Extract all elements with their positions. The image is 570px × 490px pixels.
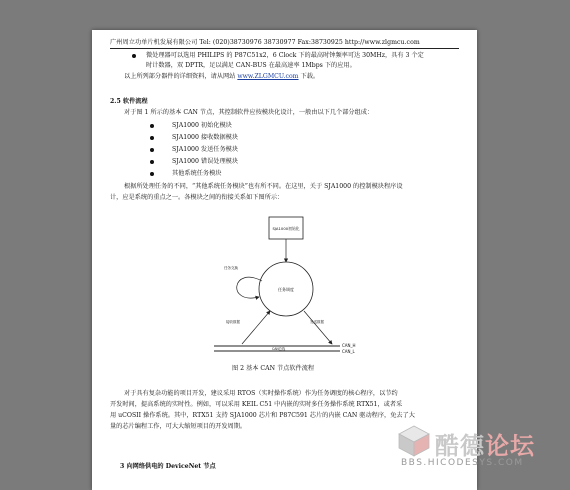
bullet-dot: [150, 124, 154, 128]
intro-line-3-suffix: 下载。: [300, 73, 320, 80]
module-item: SJA1000 错误处理模块: [172, 158, 239, 165]
section-paragraph-line-1: 根据所处理任务的不同，“其他系统任务模块”也有所不同。在这里，关于 SJA1000 的控制模块程序设: [124, 183, 403, 190]
document-page: [92, 30, 477, 490]
next-section-heading: 3 向网络供电的 DeviceNet 节点: [120, 463, 216, 470]
init-module-label: SJA1000初始化: [272, 226, 300, 231]
send-arrow: [304, 311, 332, 344]
body-line-3: 用 uCOSII 操作系统。其中，RTX51 支持 SJA1000 芯片和 P87C591 芯片的内嵌 CAN 驱动程序，免去了大: [110, 412, 415, 419]
body-line-1: 对于具有复杂功能的项目开发，建议采用 RTOS（实时操作系统）作为任务调度的核心程序，以节约: [124, 390, 398, 397]
bullet-dot: [150, 172, 154, 176]
intro-line-1: 微处理器可以选用 PHILIPS 的 P87C51x2，6 Clock 下的最高时钟频率可达 30MHz，具有 3 个定: [146, 52, 424, 59]
page-header: 广州周立功单片机发展有限公司 Tel: (020)38730976 38730977 Fax:38730925 http://www.zlgmcu.com: [110, 37, 459, 49]
intro-line-2: 时计数器，双 DPTR，足以满足 CAN-BUS 在最高速率 1Mbps 下的应用。: [146, 62, 356, 69]
section-intro: 对于图 1 所示的基本 CAN 节点，其控制软件应按模块化设计，一般由以下几个部分组成：: [124, 109, 374, 116]
intro-line-3: [124, 73, 319, 81]
body-line-4: 量的芯片编程工作，可大大缩短项目的开发周期。: [110, 423, 247, 430]
watermark-url: BBS.HICODESYS.COM: [401, 458, 524, 468]
receive-label: 接收数据: [226, 320, 240, 324]
intro-line-3-prefix: 以上所列部分器件的详细资料，请从网站: [124, 73, 236, 80]
module-item: SJA1000 接收数据模块: [172, 134, 239, 141]
figure-caption: 图 2 基本 CAN 节点软件流程: [232, 365, 315, 372]
send-label: 发送数据: [310, 320, 324, 324]
task-exchange-loop: [237, 277, 262, 298]
bullet-dot: [150, 148, 154, 152]
module-item: 其他系统任务模块: [172, 170, 222, 177]
can-l-label: CAN_L: [342, 349, 355, 354]
forum-watermark: [395, 422, 570, 480]
watermark-title-b: 论坛: [485, 432, 535, 460]
bullet-dot: [150, 160, 154, 164]
can-bus-label: CAN总线: [272, 346, 286, 351]
watermark-title-a: 酷德: [435, 432, 485, 460]
watermark-title: [435, 426, 535, 461]
module-item: SJA1000 初始化模块: [172, 122, 232, 129]
body-line-2: 开发时间，提高系统的实时性。例如，可以采用 KEIL C51 中内嵌的实时多任务操作系统 RTX51，或者采: [110, 401, 403, 408]
section-paragraph-line-2: 计，应是系统的重点之一。各模块之间的衔接关系如下图所示：: [110, 194, 284, 201]
cube-logo-icon: [397, 424, 431, 458]
section-heading: 2.5 软件流程: [110, 98, 148, 105]
bullet-dot: [150, 136, 154, 140]
software-flow-diagram: [212, 215, 362, 365]
bullet-dot: [132, 54, 136, 58]
task-exchange-label: 任务交换: [224, 266, 238, 270]
module-item: SJA1000 发送任务模块: [172, 146, 239, 153]
can-h-label: CAN_H: [342, 343, 356, 348]
task-scheduler-label: 任务调度: [278, 287, 294, 292]
website-link[interactable]: www.ZLGMCU.com: [237, 73, 299, 80]
receive-arrow: [242, 311, 270, 344]
